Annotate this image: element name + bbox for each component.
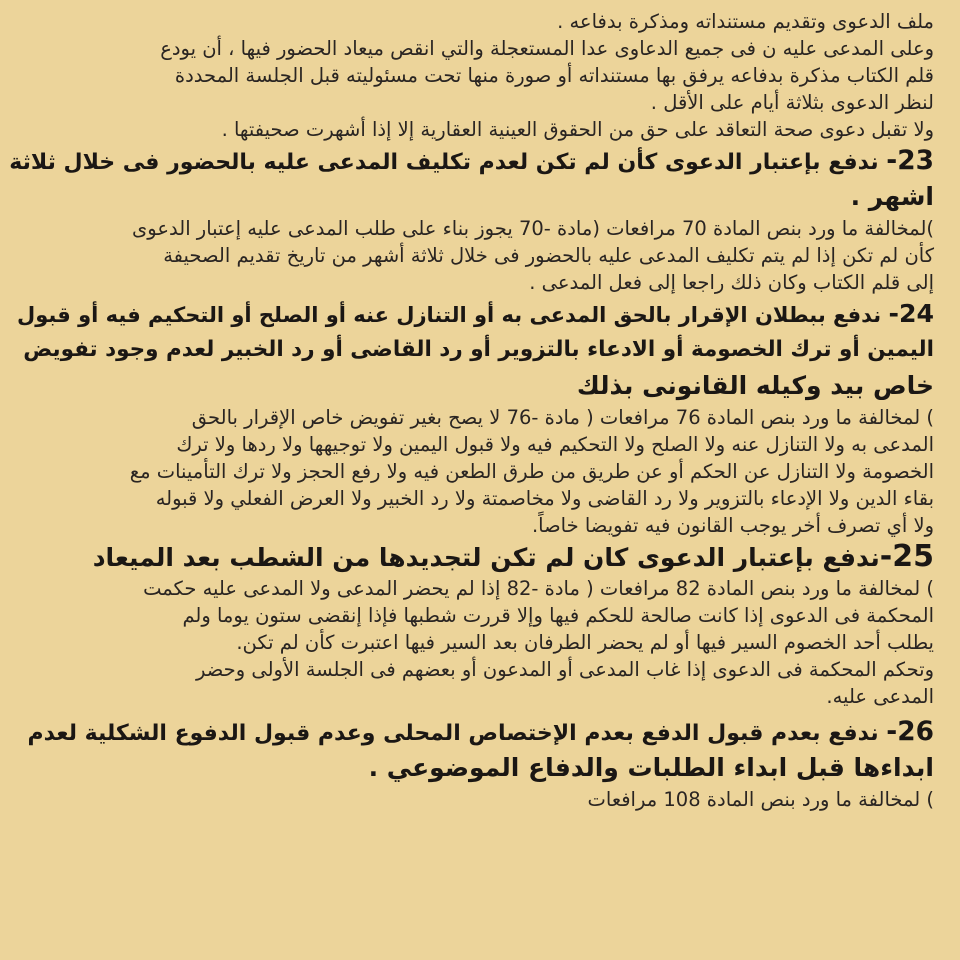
section-number: 26- [886,716,934,747]
text-line: وعلى المدعى عليه ن فى جميع الدعاوى عدا المستعجلة والتي انقص ميعاد الحضور فيها ، أن يودع [160,37,934,60]
text-line: ولا أي تصرف أخر يوجب القانون فيه تفويضا خاصاً. [531,514,934,537]
section-heading-cont: خاص بيد وكيله القانونى بذلك [576,371,934,400]
heading-text: ندفع ببطلان الإقرار بالحق المدعى به أو التنازل عنه أو الصلح أو التحكيم فيه أو قبول [17,303,882,327]
text-line: ملف الدعوى وتقديم مستنداته ومذكرة بدفاعه . [557,10,934,33]
intro-paragraph [8,8,934,143]
section-25 [8,539,934,710]
text-line: وتحكم المحكمة فى الدعوى إذا غاب المدعى أو المدعون أو بعضهم فى الجلسة الأولى وحضر [196,658,934,681]
section-heading [8,296,934,332]
text-line: كأن لم تكن إذا لم يتم تكليف المدعى عليه بالحضور فى خلال ثلاثة أشهر من تاريخ تقديم الصحيفة [163,244,934,267]
text-line: ولا تقبل دعوى صحة التعاقد على حق من الحقوق العينية العقارية إلا إذا أشهرت صحيفتها . [221,118,934,141]
text-line: لنظر الدعوى بثلاثة أيام على الأقل . [650,91,934,114]
text-line: قلم الكتاب مذكرة بدفاعه يرفق بها مستنداته أو صورة منها تحت مسئوليته قبل الجلسة المحددة [174,64,934,87]
section-heading-cont: اليمين أو ترك الخصومة أو الادعاء بالتزوير أو رد القاضى أو رد الخبير لعدم وجود تفويض [23,337,934,362]
heading-text: ندفع بإعتبار الدعوى كان لم تكن لتجديدها من الشطب بعد الميعاد [92,543,880,572]
section-heading [8,539,934,575]
text-line: ) لمخالفة ما ورد بنص المادة 76 مرافعات ( مادة -76 لا يصح بغير تفويض خاص الإقرار بالحق [191,406,934,429]
text-line: ) لمخالفة ما ورد بنص المادة 108 مرافعات [587,788,934,811]
text-line: بقاء الدين ولا الإدعاء بالتزوير ولا رد القاضى ولا مخاصمتة ولا رد الخبير ولا العرض الفعلي ولا قبوله [155,487,934,510]
text-line: ) لمخالفة ما ورد بنص المادة 82 مرافعات ( مادة -82 إذا لم يحضر المدعى ولا المدعى عليه حكمت [143,577,934,600]
text-line: )لمخالفة ما ورد بنص المادة 70 مرافعات (مادة -70 يجوز بناء على طلب المدعى عليه إعتبار الدعوى [132,217,934,240]
section-number: 25- [879,539,934,574]
section-23 [8,143,934,296]
section-heading [8,143,934,179]
text-line: المحكمة فى الدعوى إذا كانت صالحة للحكم فيها وإلا قررت شطبها فإذا إنقضى ستون يوما ولم [182,604,934,627]
section-number: 24- [888,299,934,328]
section-24 [8,296,934,539]
section-heading [8,714,934,750]
section-number: 23- [886,145,934,176]
section-heading-cont: ابداءها قبل ابداء الطلبات والدفاع الموضوعي . [368,753,934,782]
text-line: الخصومة ولا التنازل عن الحكم أو عن طريق من طرق الطعن فيه ولا رفع الحجز ولا ترك التأمينات مع [129,460,934,483]
heading-text: ندفع بعدم قبول الدفع بعدم الإختصاص المحلى وعدم قبول الدفوع الشكلية لعدم [27,721,879,746]
heading-text: ندفع بإعتبار الدعوى كأن لم تكن لعدم تكليف المدعى عليه بالحضور فى خلال ثلاثة [9,150,879,175]
text-line: المدعى عليه. [826,685,934,708]
text-line: يطلب أحد الخصوم السير فيها أو لم يحضر الطرفان بعد السير فيها اعتبرت كأن لم تكن. [236,631,934,654]
section-26 [8,714,934,813]
text-line: المدعى به ولا التنازل عنه ولا الصلح ولا التحكيم فيه ولا قبول اليمين ولا توجيهها ولا ردها ولا ترك [176,433,934,456]
text-line: إلى قلم الكتاب وكان ذلك راجعا إلى فعل المدعى . [529,271,934,294]
section-heading-cont: اشهر . [850,182,934,211]
